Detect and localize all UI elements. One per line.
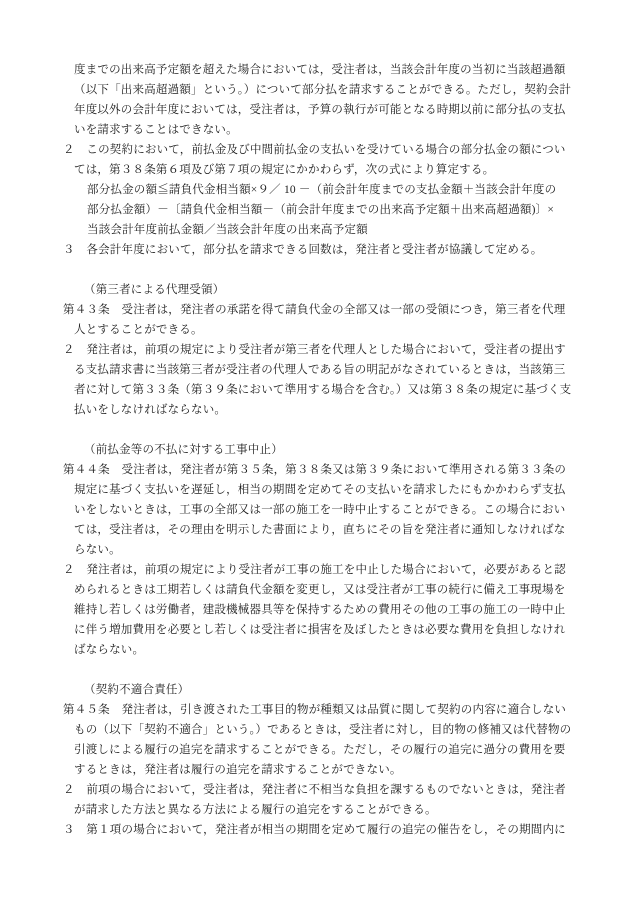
document-line: （以下「出来高超過額」という。）について部分払を請求することができる。ただし，契約会計 [74, 84, 572, 96]
document-line: 第４４条 受注者は，発注者が第３５条，第３８条又は第３９条において準用される第３３条の [63, 464, 567, 476]
document-line: ３ 第１項の場合において，発注者が相当の期間を定めて履行の追完の催告をし，その期間内に [63, 824, 566, 836]
document-line: 引渡しによる履行の追完を請求することができる。ただし，その履行の追完に過分の費用を要 [74, 744, 566, 756]
document-line: 度までの出来高予定額を超えた場合においては，受注者は，当該会計年度の当初に当該超過額 [74, 64, 566, 76]
document-line: る支払請求書に当該第三者が受注者の代理人である旨の明記がなされているときは，当該第三 [74, 364, 566, 376]
document-line [0, 420, 630, 440]
document-line [0, 260, 630, 280]
document-line: 第４３条 受注者は，発注者の承諾を得て請負代金の全部又は一部の受領につき，第三者を代理 [63, 304, 566, 316]
document-line: 当該会計年度前払金額／当該会計年度の出来高予定額 [87, 224, 368, 236]
document-line: ２ 前項の場合において，受注者は，発注者に不相当な負担を課するものでないときは，発注者 [63, 784, 566, 796]
document-line: ２ 発注者は，前項の規定により受注者が工事の施工を中止した場合において，必要があると認 [63, 564, 566, 576]
clause-heading: （契約不適合責任） [84, 684, 190, 696]
document-line: ３ 各会計年度において，部分払を請求できる回数は，発注者と受注者が協議して定める。 [63, 244, 543, 256]
document-line: められるときは工期若しくは請負代金額を変更し，又は受注者が工事の続行に備え工事現場を [74, 584, 566, 596]
document-line: に伴う増加費用を必要とし若しくは受注者に損害を及ぼしたときは必要な費用を負担しなけれ [74, 624, 566, 636]
document-line: 年度以外の会計年度においては，受注者は，予算の執行が可能となる時期以前に部分払の支払 [74, 104, 566, 116]
document-line: いをしないときは，工事の全部又は一部の施工を一時中止することができる。この場合におい [74, 504, 566, 516]
document-line: するときは，発注者は履行の追完を請求することができない。 [74, 764, 402, 776]
document-line: らない。 [74, 544, 121, 556]
document-text-block [0, 60, 630, 840]
document-line: 人とすることができる。 [74, 324, 203, 336]
document-line: 第４５条 発注者は，引き渡された工事目的物が種類又は品質に関して契約の内容に適合しない [63, 704, 567, 716]
clause-heading: （第三者による代理受領） [84, 284, 225, 296]
document-line: ２ 発注者は，前項の規定により受注者が第三者を代理人とした場合において，受注者の提出す [63, 344, 566, 356]
document-line: が請求した方法と異なる方法による履行の追完をすることができる。 [74, 804, 437, 816]
document-line: ては，受注者は，その理由を明示した書面により，直ちにその旨を発注者に通知しなければな [74, 524, 566, 536]
document-line: 規定に基づく支払いを遅延し，相当の期間を定めてその支払いを請求したにもかかわらず支払 [74, 484, 566, 496]
document-line: 部分払金の額≦請負代金相当額×９／ 10 －（前会計年度までの支払金額＋当該会計年度の [87, 184, 557, 196]
document-line: 払いをしなければならない。 [74, 404, 227, 416]
document-line: 維持し若しくは労働者，建設機械器具等を保持するための費用その他の工事の施工の一時中止 [74, 604, 566, 616]
document-line: ては，第３８条第６項及び第７項の規定にかかわらず，次の式により算定する。 [74, 164, 495, 176]
document-line [0, 660, 630, 680]
document-line: 部分払金額）－〔請負代金相当額－（前会計年度までの出来高予定額＋出来高超過額)〕× [87, 204, 555, 216]
document-line: ２ この契約において，前払金及び中間前払金の支払いを受けている場合の部分払金の額につい [63, 144, 566, 156]
document-line: 者に対して第３３条（第３９条において準用する場合を含む。）又は第３８条の規定に基づく支 [74, 384, 572, 396]
document-line: いを請求することはできない。 [74, 124, 238, 136]
clause-heading: （前払金等の不払に対する工事中止） [84, 444, 283, 456]
document-line: ばならない。 [74, 644, 145, 656]
document-line: もの（以下「契約不適合」という。）であるときは，受注者に対し，目的物の修補又は代替物の [74, 724, 572, 736]
